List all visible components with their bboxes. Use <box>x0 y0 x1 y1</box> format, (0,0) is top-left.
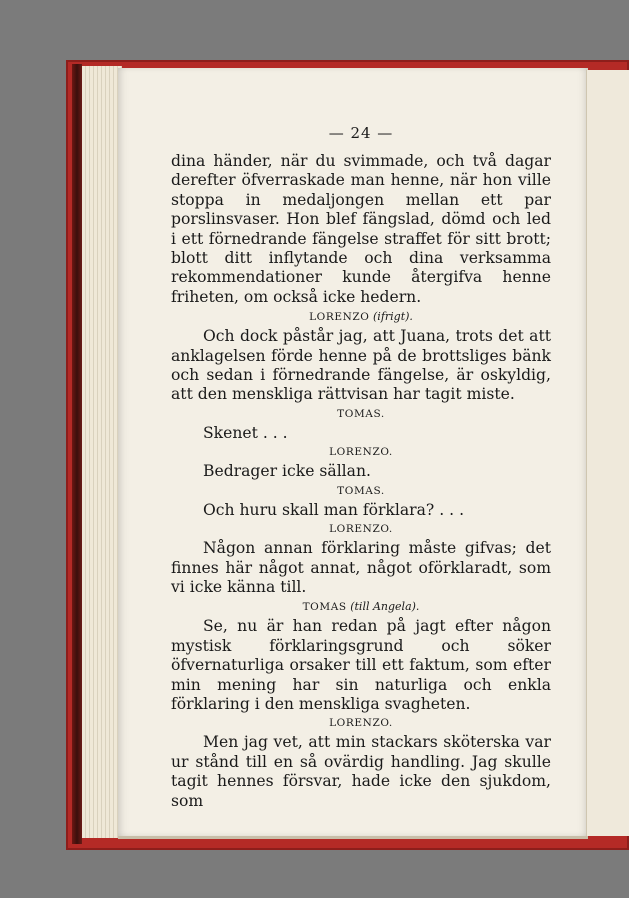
stage-direction: (till Angela). <box>346 600 420 614</box>
page-number: — 24 — <box>328 124 394 142</box>
speaker-name: LORENZO. <box>329 446 393 459</box>
speaker-name: LORENZO. <box>329 523 393 536</box>
speaker-name: LORENZO. <box>329 717 393 730</box>
paragraph: Bedrager icke sällan. <box>203 462 371 481</box>
paragraph: Och huru skall man förklara? . . . <box>203 500 465 519</box>
next-page-edge <box>586 70 629 836</box>
paragraph: Och dock påstår jag, att Juana, trots det att anklagelsen förde henne på de brottsliges bänk och sedan i förnedrande fängelse, är oskyldig, att den menskliga rättvisan har tagit miste. <box>171 327 551 404</box>
stage-direction: (ifrigt). <box>369 310 413 324</box>
speaker-name: TOMAS. <box>337 484 385 497</box>
page-bottom-edge <box>118 836 588 839</box>
speaker-name: TOMAS. <box>337 407 385 420</box>
paragraph: Någon annan förklaring måste gifvas; det finnes här något annat, något oförklaradt, som vi icke känna till. <box>171 539 551 596</box>
speaker-name: LORENZO <box>309 311 370 324</box>
paragraph: Men jag vet, att min stackars sköterska var ur stånd till en så ovärdig handling. Jag skulle tagit hennes försvar, hade icke den sjukdom, som <box>171 733 551 810</box>
speaker-label <box>171 597 551 617</box>
page-edges <box>82 66 122 838</box>
speaker-label <box>171 443 551 462</box>
paragraph: Se, nu är han redan på jagt efter någon mystisk förklaringsgrund och söker öfvernaturliga orsaker till ett faktum, som efter min mening har sin naturliga och enkla förklaring i den menskliga svagheten. <box>171 617 551 713</box>
speaker-label <box>171 714 551 733</box>
text-blocks <box>171 152 551 811</box>
paragraph: Skenet . . . <box>203 423 288 442</box>
speaker-name: TOMAS <box>302 601 347 614</box>
paragraph: dina händer, när du svimmade, och två dagar derefter öfverraskade man henne, när hon ville stoppa in medaljongen mellan ett par porslinsvaser. Hon blef fängslad, dömd och led i ett förnedrande fängelse straffet för sitt brott; blott ditt inflytande och dina verksamma rekommendationer kunde återgifva henne friheten, om också icke hedern. <box>171 152 551 306</box>
speaker-label <box>171 307 551 327</box>
speaker-label <box>171 520 551 539</box>
speaker-label <box>171 482 551 501</box>
speaker-label <box>171 405 551 424</box>
page-text <box>171 124 551 811</box>
book-spine <box>72 64 82 844</box>
